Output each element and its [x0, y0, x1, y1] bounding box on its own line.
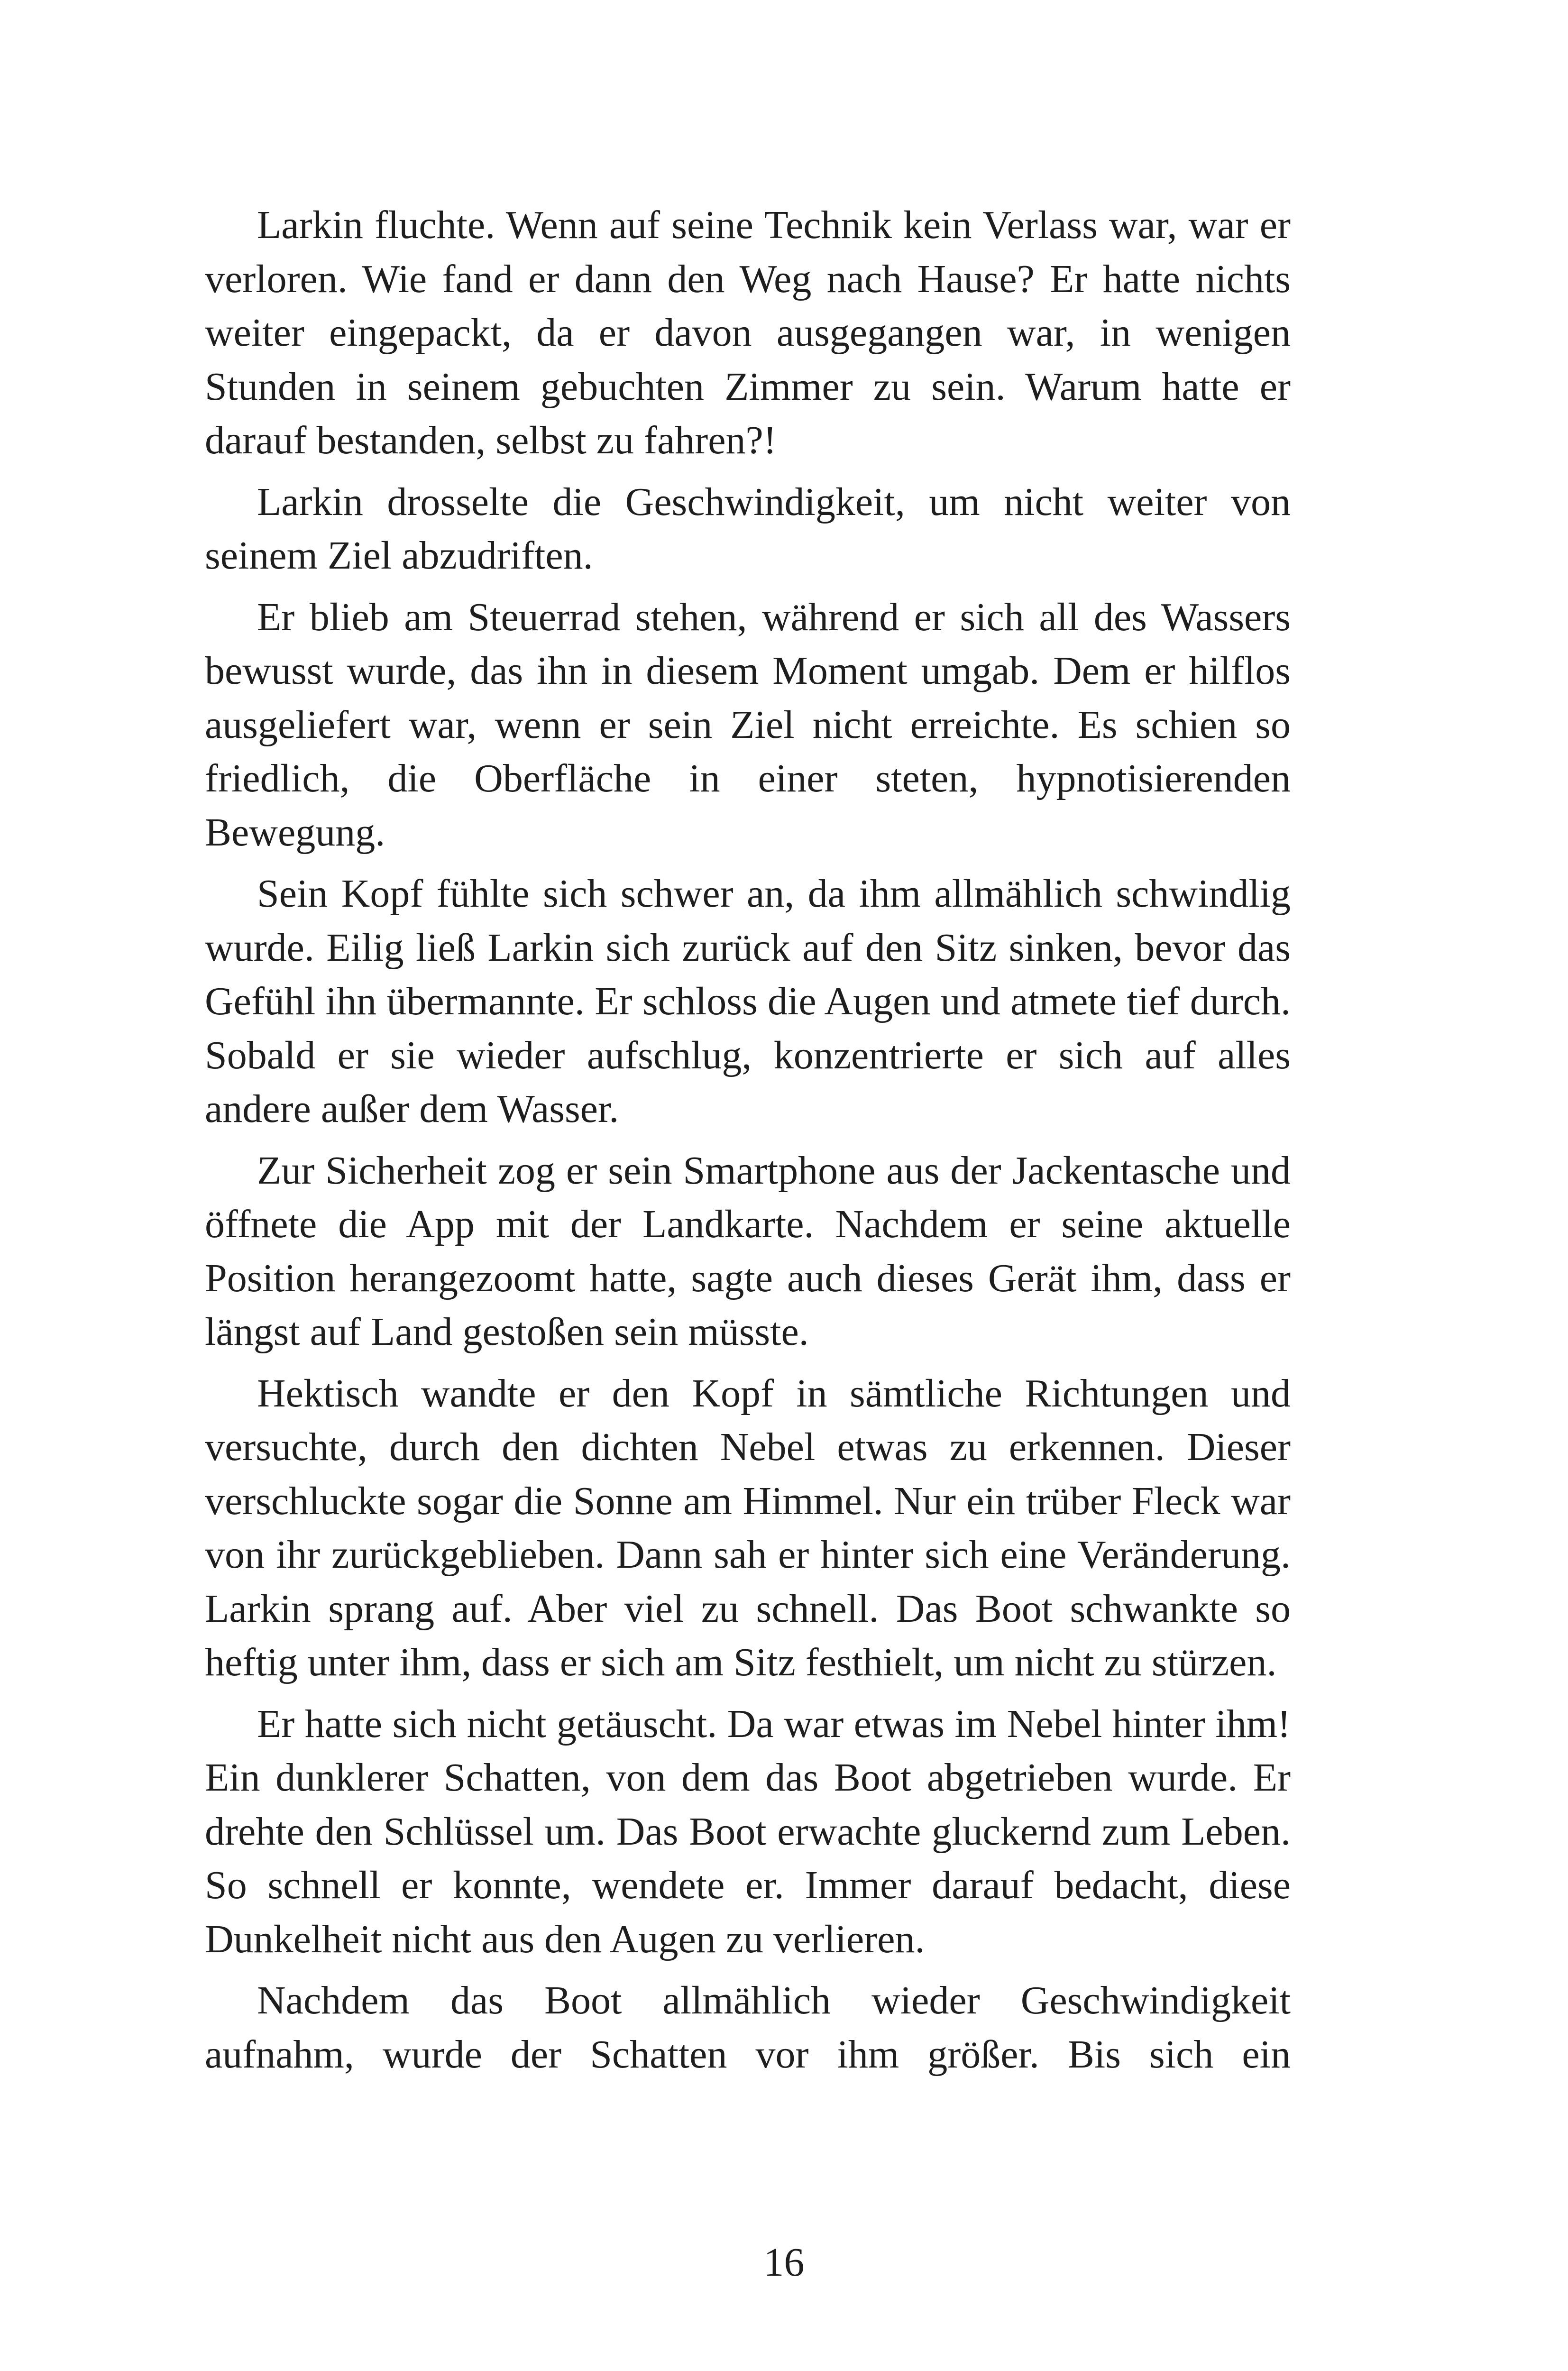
paragraph-3: Er blieb am Steuerrad stehen, während er sich all des Wassers bewusst wurde, das ihn in diesem Moment umgab. Dem er hilflos ausgeliefert war, wenn er sein Ziel nicht erreichte. Es schien so friedlich, die Oberfläche in einer steten, hypnotisierenden Bewegung.	[205, 595, 1291, 855]
paragraph-4: Sein Kopf fühlte sich schwer an, da ihm allmählich schwindlig wurde. Eilig ließ Larkin sich zurück auf den Sitz sinken, bevor das Gefühl ihn übermannte. Er schloss die Augen und atmete tief durch. Sobald er sie wieder aufschlug, konzentrierte er sich auf alles andere außer dem Wasser.	[205, 872, 1291, 1131]
paragraph-6: Hektisch wandte er den Kopf in sämtliche Richtungen und versuchte, durch den dichten Nebel etwas zu erkennen. Dieser verschluckte sogar die Sonne am Himmel. Nur ein trüber Fleck war von ihr zurückgeblieben. Dann sah er hinter sich eine Veränderung. Larkin sprang auf. Aber viel zu schnell. Das Boot schwankte so heftig unter ihm, dass er sich am Sitz festhielt, um nicht zu stürzen.	[205, 1371, 1291, 1684]
paragraph-5: Zur Sicherheit zog er sein Smartphone aus der Jackentasche und öffnete die App mit der Landkarte. Nachdem er seine aktuelle Position herangezoomt hatte, sagte auch dieses Gerät ihm, dass er längst auf Land gestoßen sein müsste.	[205, 1148, 1291, 1354]
paragraph-8: Nachdem das Boot allmählich wieder Geschwindigkeit aufnahm, wurde der Schatten vor ihm größer. Bis sich ein	[205, 1978, 1291, 2077]
paragraph-2: Larkin drosselte die Geschwindigkeit, um nicht weiter von seinem Ziel abzudriften.	[205, 479, 1291, 578]
page-number: 16	[763, 2239, 805, 2285]
body-text	[205, 198, 1291, 2089]
paragraph-7: Er hatte sich nicht getäuscht. Da war etwas im Nebel hinter ihm! Ein dunklerer Schatten, von dem das Boot abgetrieben wurde. Er drehte den Schlüssel um. Das Boot erwachte gluckernd zum Leben. So schnell er konnte, wendete er. Immer darauf bedacht, diese Dunkelheit nicht aus den Augen zu verlieren.	[205, 1701, 1291, 1961]
paragraph-1: Larkin fluchte. Wenn auf seine Technik kein Verlass war, war er verloren. Wie fand er dann den Weg nach Hause? Er hatte nichts weiter eingepackt, da er davon ausgegangen war, in wenigen Stunden in seinem gebuchten Zimmer zu sein. Warum hatte er darauf bestanden, selbst zu fahren?!	[205, 203, 1291, 462]
